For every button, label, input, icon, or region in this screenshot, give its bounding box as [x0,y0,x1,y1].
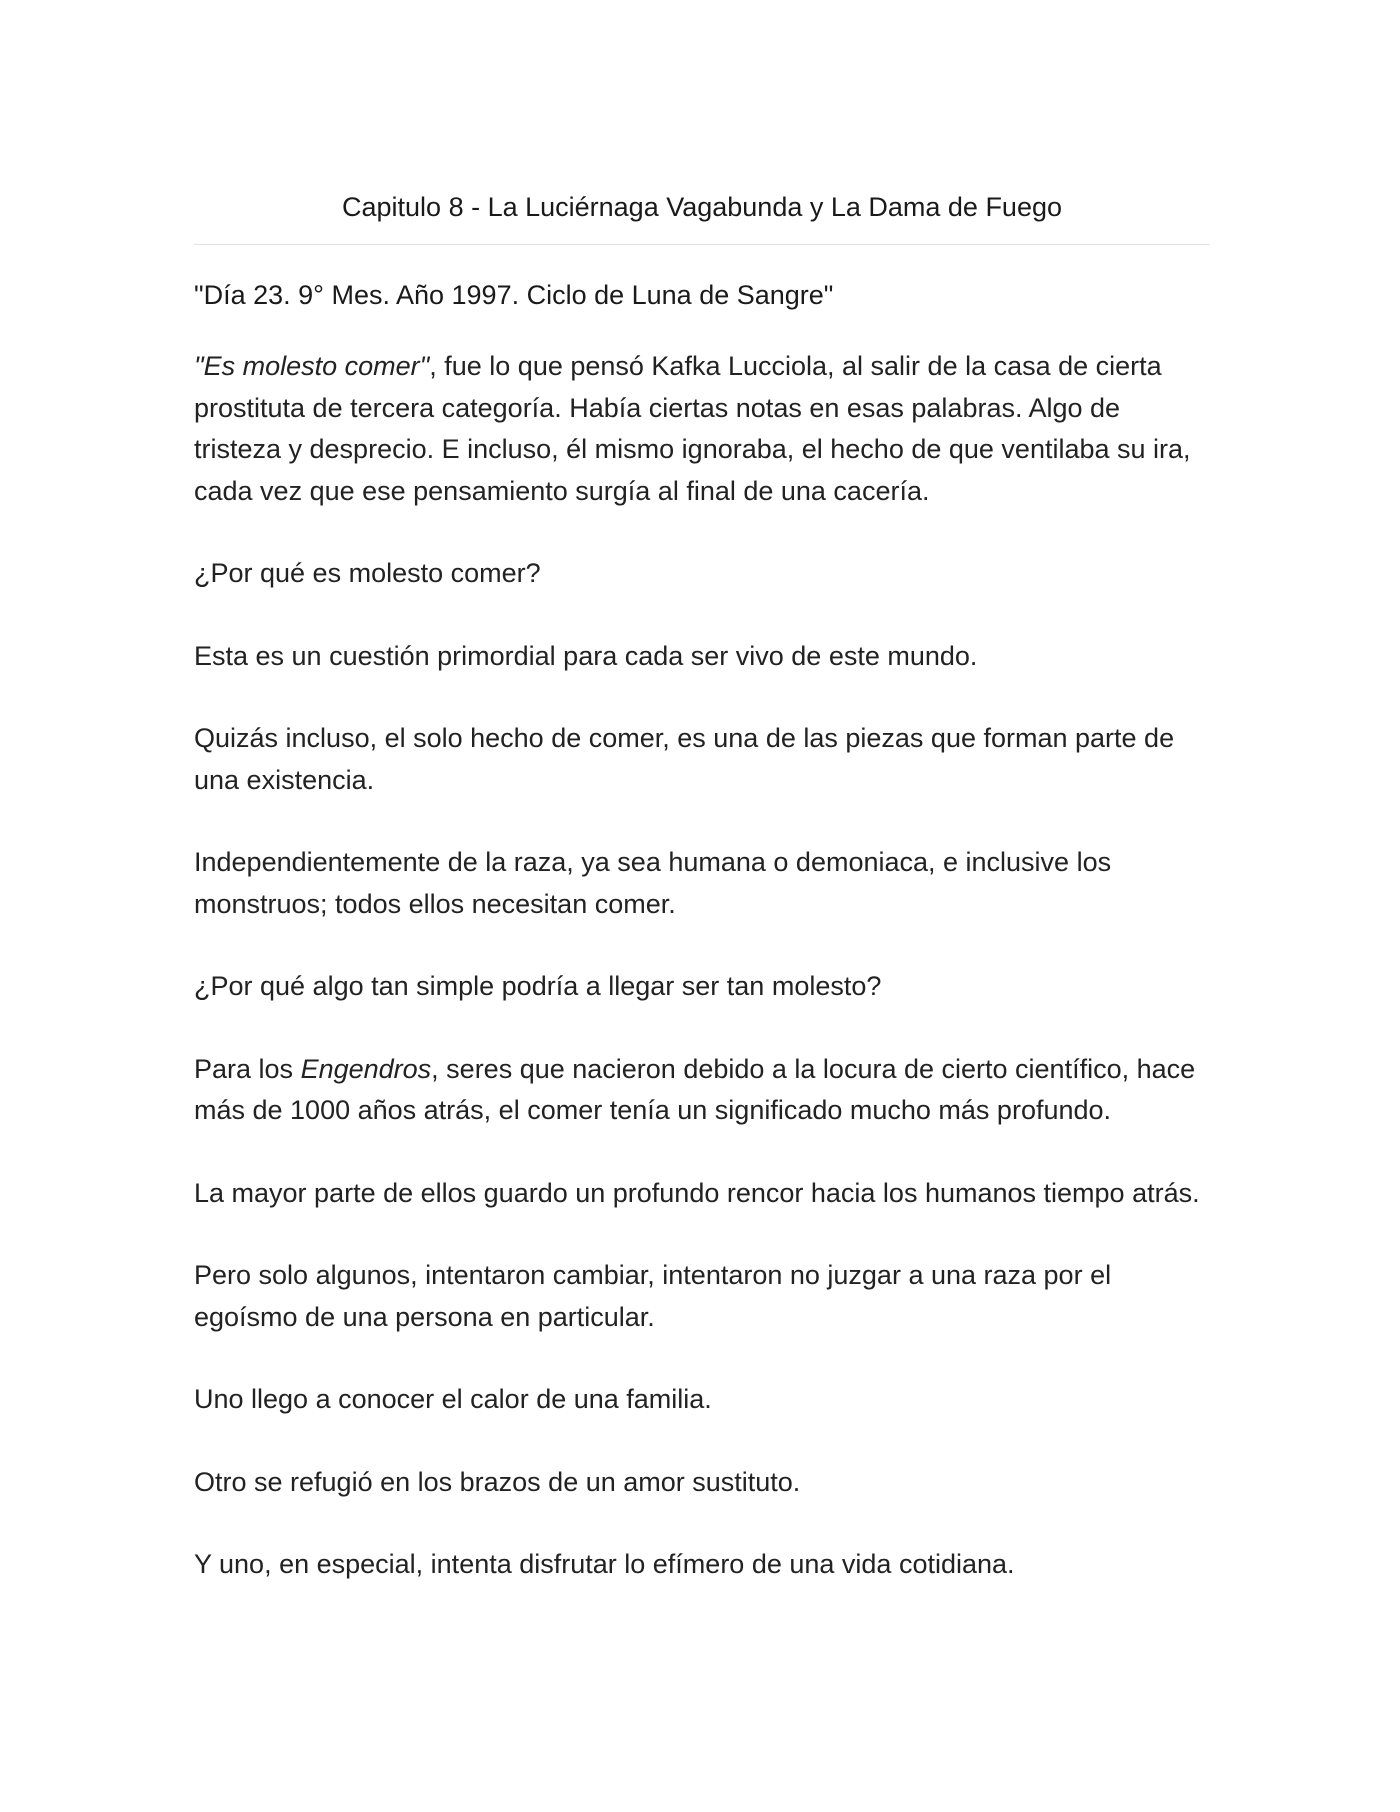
paragraph-4: Quizás incluso, el solo hecho de comer, es una de las piezas que forman parte de una existencia. [194,723,1175,795]
paragraph-6: ¿Por qué algo tan simple podría a llegar ser tan molesto? [194,971,882,1001]
paragraph-8: La mayor parte de ellos guardo un profundo rencor hacia los humanos tiempo atrás. [194,1177,1200,1208]
paragraph-1-text: , fue lo que pensó Kafka Lucciola, al salir de la casa de cierta prostituta de tercera categoría. Había ciertas notas en esas palabras. Algo de tristeza y desprecio. E incluso, él mismo ignoraba, el hecho de que ventilaba su ira, cada vez que ese pensamiento surgía al final de una cacería. [194,351,1191,506]
paragraph-7-before: Para los [194,1053,301,1084]
date-line: "Día 23. 9° Mes. Año 1997. Ciclo de Luna de Sangre" [194,280,834,310]
paragraph-1 [194,346,1210,512]
chapter-title: Capitulo 8 - La Luciérnaga Vagabunda y La Dama de Fuego [194,188,1210,245]
paragraph-5: Independientemente de la raza, ya sea humana o demoniaca, e inclusive los monstruos; todos ellos necesitan comer. [194,847,1112,919]
paragraph-11: Otro se refugió en los brazos de un amor sustituto. [194,1466,801,1497]
paragraph-2: ¿Por qué es molesto comer? [194,558,541,588]
paragraph-7-italic: Engendros [300,1053,432,1084]
paragraph-10: Uno llego a conocer el calor de una familia. [194,1384,712,1414]
paragraph-12: Y uno, en especial, intenta disfrutar lo efímero de una vida cotidiana. [194,1549,1015,1579]
paragraph-1-quote: "Es molesto comer" [194,351,430,381]
paragraph-9: Pero solo algunos, intentaron cambiar, intentaron no juzgar a una raza por el egoísmo de una persona en particular. [194,1260,1112,1332]
paragraph-7 [194,1049,1210,1132]
paragraph-7-after: , seres que nacieron debido a la locura de cierto científico, hace más de 1000 años atrás, el comer tenía un significado mucho más profundo. [194,1053,1196,1125]
document-page [194,188,1210,1586]
paragraph-3: Esta es un cuestión primordial para cada ser vivo de este mundo. [194,640,978,671]
